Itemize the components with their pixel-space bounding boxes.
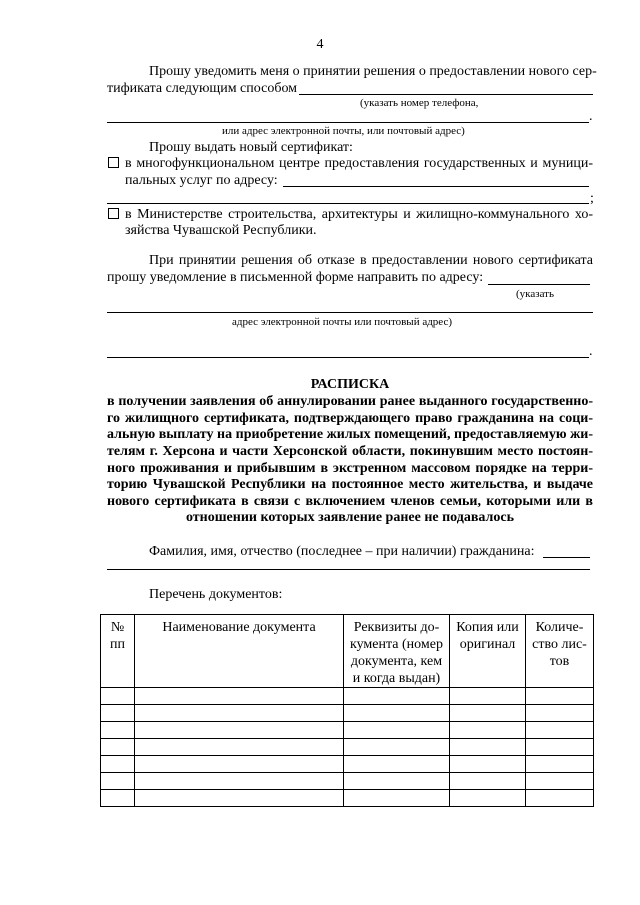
receipt-line: го жилищного сертификата, подтверждающего право гражданина на соци-: [107, 411, 593, 426]
notify-method-field[interactable]: [299, 94, 593, 95]
fio-field[interactable]: [543, 557, 590, 558]
mfc-end-mark: ;: [590, 191, 594, 206]
table-row: [101, 790, 594, 807]
header-copy: Копия или оригинал: [450, 615, 526, 688]
table-cell[interactable]: [450, 790, 526, 807]
header-sheets: Количе- ство лис- тов: [526, 615, 594, 688]
option-ministry-line-2: зяйства Чувашской Республики.: [125, 223, 317, 238]
receipt-line: в получении заявления об аннулировании ранее выданного государственно-: [107, 394, 593, 409]
issue-intro: Прошу выдать новый сертификат:: [149, 140, 353, 155]
mfc-checkbox[interactable]: [108, 157, 119, 168]
notify-contact-field[interactable]: [107, 122, 589, 123]
notify-hint-phone: (указать номер телефона,: [360, 97, 479, 109]
fio-field-2[interactable]: [107, 569, 590, 570]
table-row: [101, 739, 594, 756]
refusal-end-mark: .: [589, 344, 593, 359]
table-header-row: [101, 615, 594, 688]
option-ministry-line-1: в Министерстве строительства, архитектуры и жилищно-коммунального хо-: [125, 207, 593, 222]
table-cell[interactable]: [450, 688, 526, 705]
header-details: Реквизиты до- кумента (номер документа, кем и когда выдан): [344, 615, 450, 688]
table-cell[interactable]: [526, 705, 594, 722]
refusal-hint-2: адрес электронной почты или почтовый адрес): [232, 316, 453, 328]
mfc-address-field[interactable]: [283, 186, 589, 187]
table-row: [101, 773, 594, 790]
table-cell[interactable]: [135, 722, 344, 739]
table-cell[interactable]: [526, 790, 594, 807]
table-cell[interactable]: [101, 756, 135, 773]
refusal-hint-1: (указать: [516, 288, 554, 300]
table-cell[interactable]: [135, 756, 344, 773]
table-cell[interactable]: [101, 773, 135, 790]
receipt-line: торию Чувашской Республики на постоянное место жительства, и выдаче: [107, 477, 593, 492]
table-cell[interactable]: [135, 705, 344, 722]
refusal-line-2: прошу уведомление в письменной форме направить по адресу:: [107, 270, 484, 285]
table-cell[interactable]: [450, 773, 526, 790]
documents-table: [100, 614, 594, 807]
table-cell[interactable]: [450, 722, 526, 739]
header-name: Наименование документа: [135, 615, 344, 688]
option-mfc-line-2: пальных услуг по адресу:: [125, 173, 278, 188]
table-cell[interactable]: [450, 756, 526, 773]
table-cell[interactable]: [344, 790, 450, 807]
refusal-address-field[interactable]: [488, 284, 590, 285]
table-cell[interactable]: [101, 722, 135, 739]
table-cell[interactable]: [344, 756, 450, 773]
table-cell[interactable]: [526, 739, 594, 756]
table-cell[interactable]: [101, 790, 135, 807]
table-cell[interactable]: [344, 773, 450, 790]
mfc-address-field-2[interactable]: [107, 203, 589, 204]
table-row: [101, 722, 594, 739]
table-row: [101, 688, 594, 705]
table-cell[interactable]: [135, 773, 344, 790]
table-cell[interactable]: [526, 688, 594, 705]
fio-label: Фамилия, имя, отчество (последнее – при наличии) гражданина:: [149, 544, 535, 559]
table-cell[interactable]: [101, 705, 135, 722]
notify-line-2: тификата следующим способом: [107, 81, 298, 96]
table-cell[interactable]: [101, 739, 135, 756]
notify-hint-address: или адрес электронной почты, или почтовый адрес): [222, 125, 465, 137]
table-cell[interactable]: [101, 688, 135, 705]
refusal-address-field-2[interactable]: [107, 312, 593, 313]
table-cell[interactable]: [450, 739, 526, 756]
option-mfc-line-1: в многофункциональном центре предоставления государственных и муници-: [125, 156, 593, 171]
table-cell[interactable]: [526, 722, 594, 739]
table-cell[interactable]: [344, 722, 450, 739]
table-cell[interactable]: [344, 739, 450, 756]
table-cell[interactable]: [344, 688, 450, 705]
receipt-line: телям г. Херсона и части Херсонской области, покинувшим место постоян-: [107, 444, 593, 459]
receipt-last-line: отношении которых заявление ранее не подавалось: [185, 510, 515, 525]
table-cell[interactable]: [135, 739, 344, 756]
page-number: 4: [316, 37, 324, 52]
table-row: [101, 756, 594, 773]
receipt-line: нового сертификата в связи с включением членов семьи, которыми или в: [107, 494, 593, 509]
header-num: № пп: [101, 615, 135, 688]
table-cell[interactable]: [135, 790, 344, 807]
receipt-title: РАСПИСКА: [310, 377, 390, 392]
table-cell[interactable]: [135, 688, 344, 705]
receipt-line: ного проживания и прибывшим в экстренном массовом порядке на терри-: [107, 461, 593, 476]
docs-label: Перечень документов:: [149, 587, 283, 602]
receipt-line: альную выплату на приобретение жилых помещений, предоставляемую жи-: [107, 427, 593, 442]
table-cell[interactable]: [450, 705, 526, 722]
notify-end-mark: .: [589, 109, 593, 124]
notify-line-1: Прошу уведомить меня о принятии решения о предоставлении нового сер-: [149, 64, 597, 79]
ministry-checkbox[interactable]: [108, 208, 119, 219]
table-row: [101, 705, 594, 722]
refusal-line-1: При принятии решения об отказе в предоставлении нового сертификата: [149, 253, 593, 268]
table-cell[interactable]: [526, 773, 594, 790]
table-cell[interactable]: [526, 756, 594, 773]
table-cell[interactable]: [344, 705, 450, 722]
refusal-address-field-3[interactable]: [107, 357, 589, 358]
